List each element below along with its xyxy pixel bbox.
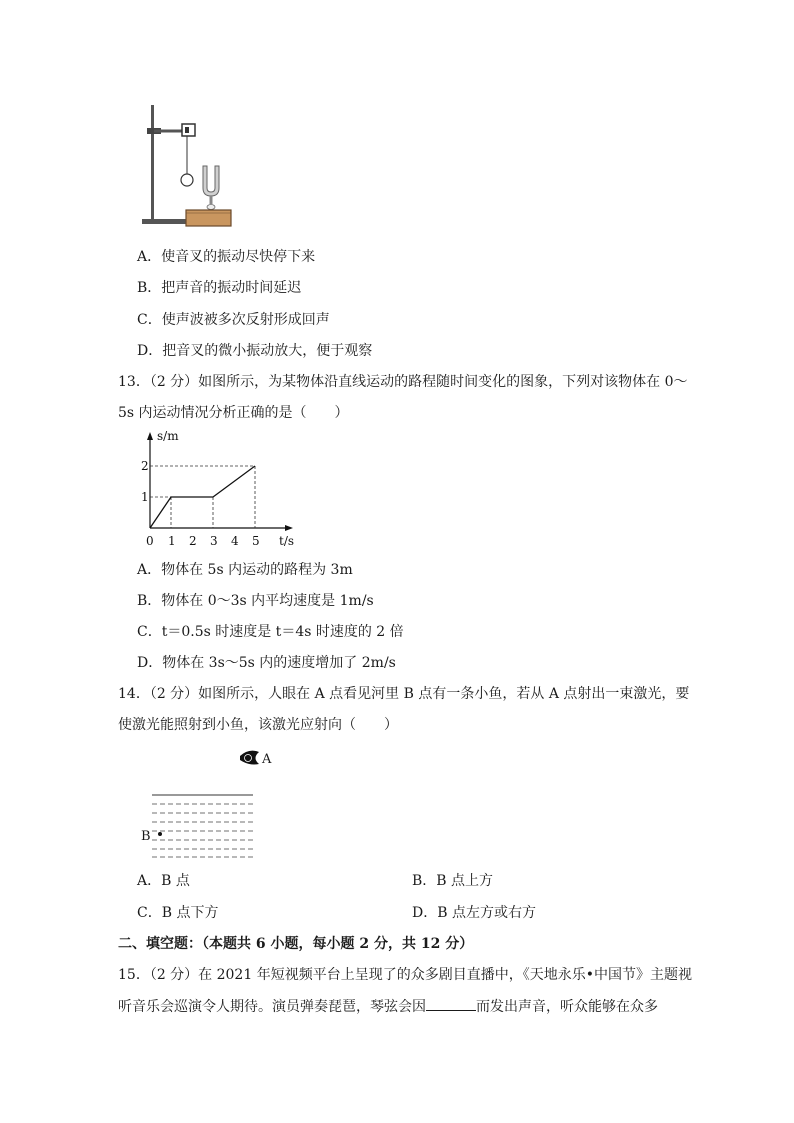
x-axis-label: t/s: [279, 534, 295, 548]
q12-option-c: C．使声波被多次反射形成回声: [137, 312, 330, 328]
pendulum-ball: [181, 174, 193, 186]
q14-option-a: A．B 点: [137, 873, 190, 889]
q14-option-d: D．B 点左方或右方: [412, 905, 536, 921]
x-tick-label-0: 0: [146, 534, 154, 548]
point-b-label: B: [141, 829, 151, 844]
y-axis-label: s/m: [157, 430, 179, 443]
q15-answer-blank[interactable]: [426, 996, 476, 1011]
q14-option-b: B．B 点上方: [412, 873, 494, 889]
stand-base: [142, 219, 186, 224]
q14-stem-line2: 使激光能照射到小鱼，该激光应射向（ ）: [118, 717, 398, 733]
q12-option-a: A．使音叉的振动尽快停下来: [137, 249, 316, 265]
q15-line2-part2: 而发出声音，听众能够在众多: [476, 999, 658, 1015]
wooden-resonance-box: [186, 210, 231, 226]
q13-option-b: B．物体在 0～3s 内平均速度是 1m/s: [137, 593, 374, 609]
q15-line1: 15．（2 分）在 2021 年短视频平台上呈现了的众多剧目直播中，《天地永乐•中国节》主题视: [118, 967, 692, 983]
q12-option-b: B．把声音的振动时间延迟: [137, 280, 302, 296]
q14-option-c: C．B 点下方: [137, 905, 219, 921]
distance-time-chart: [130, 430, 300, 555]
river-eye-figure: [138, 745, 288, 865]
eye-icon: [240, 751, 259, 765]
y-axis-arrow: [147, 432, 153, 440]
q13-stem-line2: 5s 内运动情况分析正确的是（ ）: [118, 405, 349, 421]
x-tick-label-5: 5: [252, 534, 260, 548]
q13-option-a: A．物体在 5s 内运动的路程为 3m: [137, 562, 353, 578]
q14-stem-line1: 14．（2 分）如图所示，人眼在 A 点看见河里 B 点有一条小鱼，若从 A 点射出一束激光，要: [118, 686, 690, 702]
x-tick-label-1: 1: [168, 534, 176, 548]
water-lines: [152, 804, 253, 857]
q13-option-d: D．物体在 3s～5s 内的速度增加了 2m/s: [137, 655, 396, 671]
q15-line2-part1: 听音乐会巡演令人期待。演员弹奏琵琶，琴弦会因: [118, 999, 426, 1015]
point-a-label: A: [262, 752, 272, 767]
q12-option-d: D．把音叉的微小振动放大，便于观察: [137, 343, 373, 359]
q15-line2: [118, 996, 658, 1017]
tuning-fork-apparatus-figure: [140, 100, 240, 235]
x-axis-arrow: [285, 525, 293, 531]
q13-stem-line1: 13．（2 分）如图所示，为某物体沿直线运动的路程随时间变化的图象，下列对该物体在 0～: [118, 374, 688, 390]
tuning-fork-mount: [207, 205, 215, 210]
arm-clamp-inner: [185, 127, 189, 133]
stand-rod: [151, 105, 154, 223]
section-2-heading: 二、填空题：（本题共 6 小题，每小题 2 分，共 12 分）: [118, 936, 474, 952]
x-tick-label-3: 3: [210, 534, 218, 548]
q13-option-c: C．t＝0.5s 时速度是 t＝4s 时速度的 2 倍: [137, 624, 404, 640]
x-tick-label-2: 2: [189, 534, 197, 548]
tuning-fork-stem: [210, 196, 213, 204]
x-tick-label-4: 4: [231, 534, 239, 548]
y-tick-label-2: 2: [141, 459, 149, 473]
y-tick-label-1: 1: [141, 490, 149, 504]
tuning-fork: [203, 166, 219, 196]
point-b-dot: [158, 832, 162, 836]
